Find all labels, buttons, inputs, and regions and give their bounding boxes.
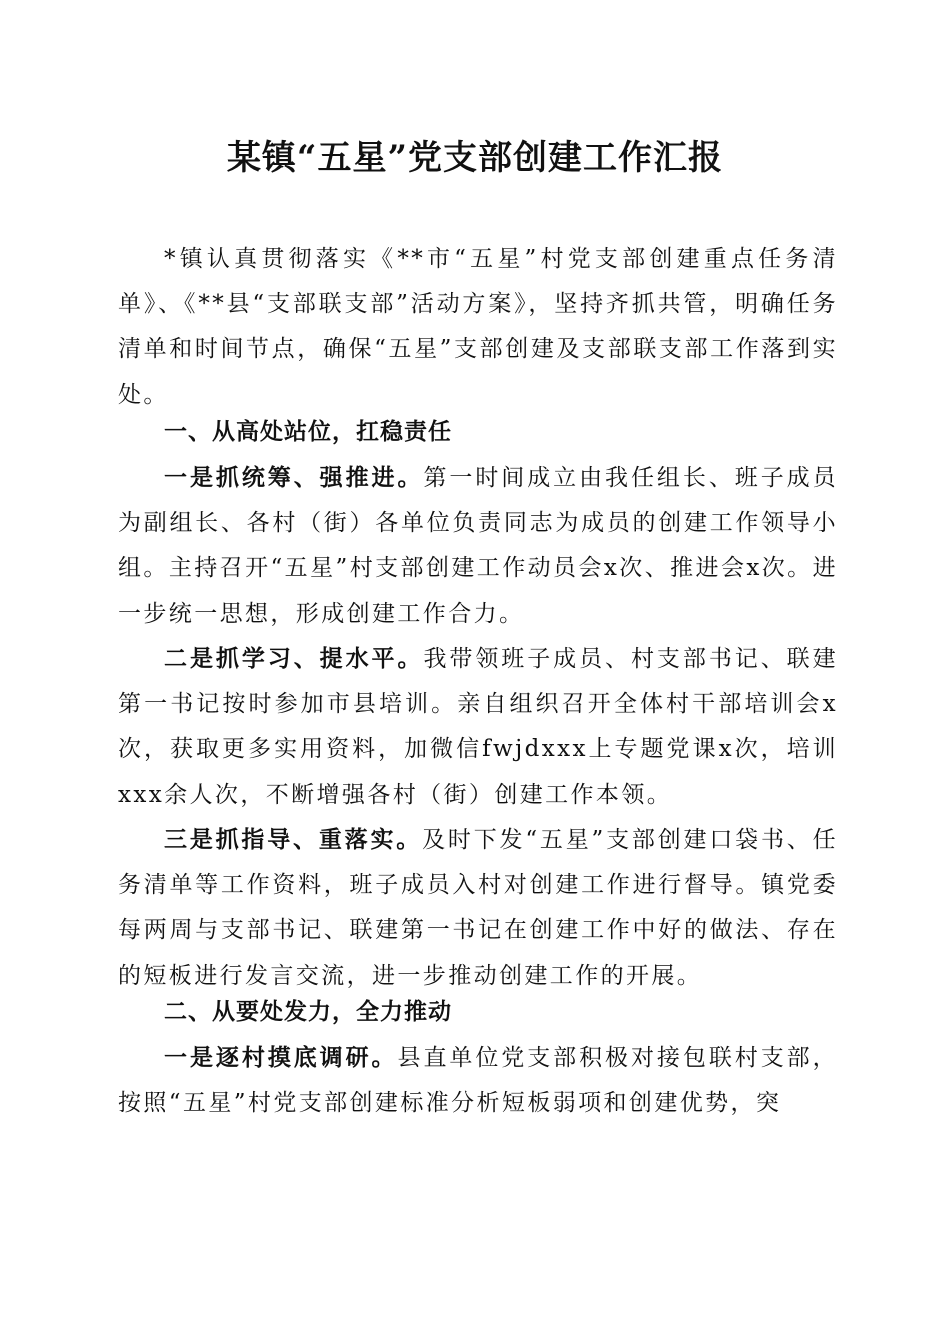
section-1-item-1 [118, 455, 838, 637]
section-1-item-3 [118, 817, 838, 999]
item-lead: 一是抓统筹、强推进。 [164, 464, 424, 491]
section-2-item-1 [118, 1035, 838, 1126]
intro-paragraph: *镇认真贯彻落实《**市“五星”村党支部创建重点任务清单》、《**县“支部联支部”活动方案》，坚持齐抓共管，明确任务清单和时间节点，确保“五星”支部创建及支部联支部工作落到实处。 [118, 246, 838, 408]
item-text: 县直单位党支部积极对接包联村支部，按照“五星”村党支部创建标准分析短板弱项和创建优势，突 [118, 1045, 838, 1117]
item-text: 我带领班子成员、村支部书记、联建第一书记按时参加市县培训。亲自组织召开全体村干部培训会x次，获取更多实用资料，加微信fwjdxxx上专题党课x次，培训xxx余人次，不断增强各村（街）创建工作本领。 [118, 646, 838, 808]
section-1-item-2 [118, 636, 838, 818]
section-heading-2: 二、从要处发力，全力推动 [164, 999, 452, 1025]
item-lead: 二是抓学习、提水平。 [164, 645, 424, 672]
section-heading-1: 一、从高处站位，扛稳责任 [164, 419, 452, 445]
item-lead: 三是抓指导、重落实。 [164, 826, 423, 853]
item-text: 第一时间成立由我任组长、班子成员为副组长、各村（街）各单位负责同志为成员的创建工作领导小组。主持召开“五星”村支部创建工作动员会x次、推进会x次。进一步统一思想，形成创建工作合力。 [118, 465, 838, 627]
item-lead: 一是逐村摸底调研。 [164, 1044, 398, 1071]
document-title: 某镇“五星”党支部创建工作汇报 [226, 138, 724, 178]
item-text: 及时下发“五星”支部创建口袋书、任务清单等工作资料，班子成员入村对创建工作进行督导。镇党委每两周与支部书记、联建第一书记在创建工作中好的做法、存在的短板进行发言交流，进一步推动创建工作的开展。 [118, 827, 838, 989]
